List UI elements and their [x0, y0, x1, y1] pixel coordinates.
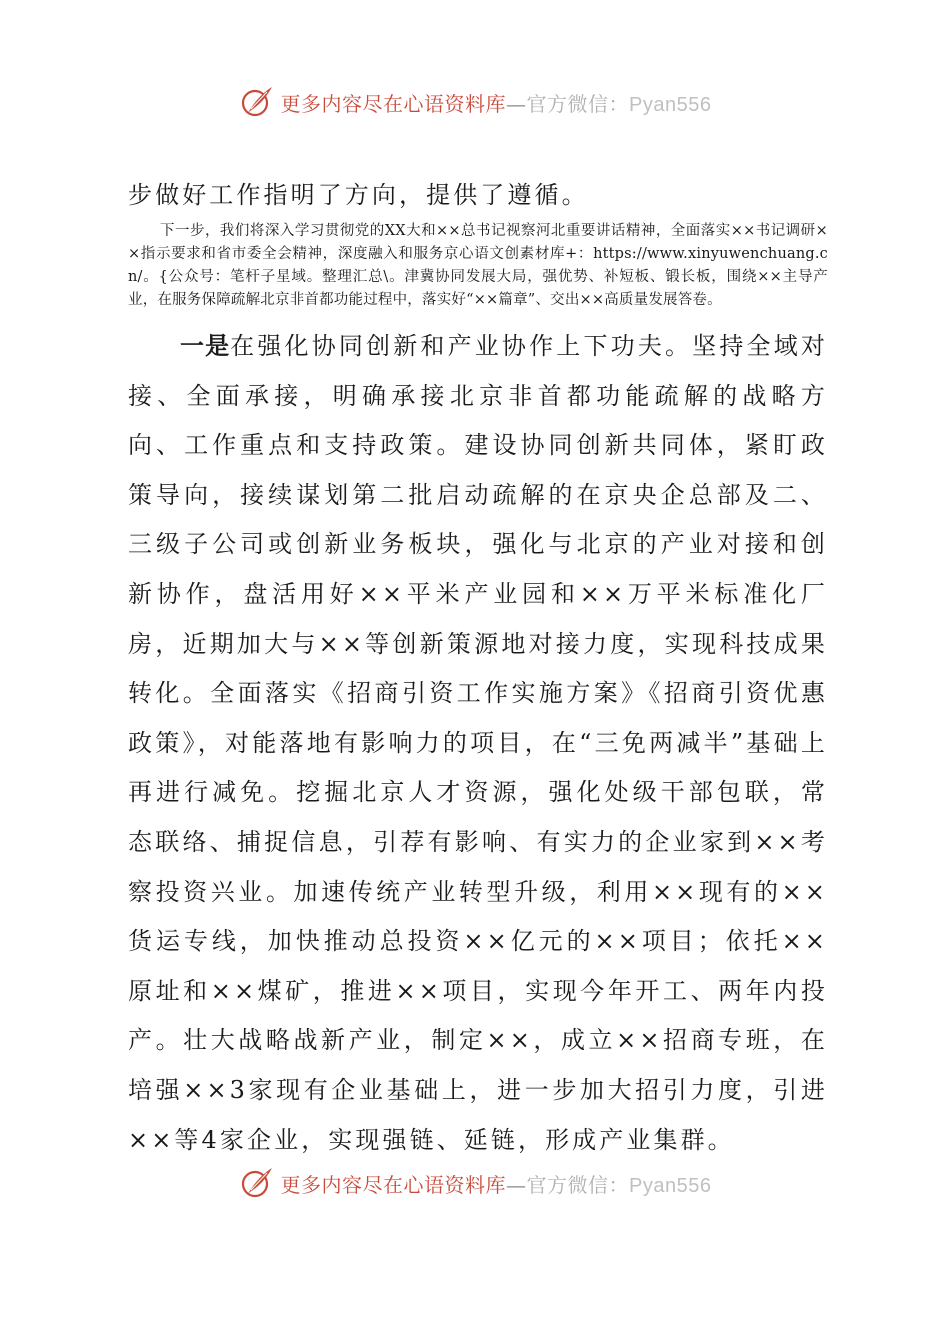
- header-banner: [0, 80, 950, 124]
- banner-wechat-label: 官方微信：: [526, 1172, 630, 1197]
- paragraph-one-text: 在强化协同创新和产业协作上下功夫。坚持全域对接、全面承接，明确承接北京非首都功能疏解的战略方向、工作重点和支持政策。建设协同创新共同体，紧盯政策导向，接续谋划第二批启动疏解的在京央企总部及二、三级子公司或创新业务板块，强化与北京的产业对接和创新协作，盘活用好××平米产业园和××万平米标准化厂房，近期加大与××等创新策源地对接力度，实现科技成果转化。全面落实《招商引资工作实施方案》《招商引资优惠政策》，对能落地有影响力的项目，在“三免两减半”基础上再进行减免。挖掘北京人才资源，强化处级干部包联，常态联络、捕捉信息，引荐有影响、有实力的企业家到××考察投资兴业。加速传统产业转型升级，利用××现有的××货运专线，加快推动总投资××亿元的××项目；依托××原址和××煤矿，推进××项目，实现今年开工、两年内投产。壮大战略战新产业，制定××，成立××招商专班，在培强××3家现有企业基础上，进一步加大招引力度，引进××等4家企业，实现强链、延链，形成产业集群。: [128, 332, 828, 1154]
- banner-title: 更多内容尽在心语资料库: [280, 91, 507, 116]
- banner-title: 更多内容尽在心语资料库: [280, 1172, 507, 1197]
- banner-separator: —: [506, 1172, 527, 1197]
- banner-text: [281, 1169, 712, 1198]
- paragraph-lead: 一是: [180, 332, 231, 360]
- continuation-line: 步做好工作指明了方向，提供了遵循。: [128, 181, 589, 209]
- banner-wechat-id: Pyan556: [629, 1174, 712, 1197]
- feather-pen-icon: [239, 84, 275, 120]
- banner-wechat-label: 官方微信：: [526, 91, 630, 116]
- feather-pen-icon: [239, 1165, 275, 1201]
- banner-wechat-id: Pyan556: [629, 93, 712, 116]
- paragraph-one: [128, 322, 828, 1165]
- document-body: [128, 172, 828, 1165]
- banner-text: [281, 88, 712, 117]
- footer-banner: [0, 1161, 950, 1205]
- banner-separator: —: [506, 91, 527, 116]
- small-paragraph: 下一步，我们将深入学习贯彻党的XX大和××总书记视察河北重要讲话精神，全面落实××书记调研××指示要求和省市委全会精神，深度融入和服务京心语文创素材库+：https://www.xinyuwenchuang.cn/。{公众号：笔杆子星域。整理汇总\。津冀协同发展大局，强优势、补短板、锻长板，围绕××主导产业，在服务保障疏解北京非首都功能过程中，落实好“××篇章”、交出××高质量发展答卷。: [128, 223, 828, 308]
